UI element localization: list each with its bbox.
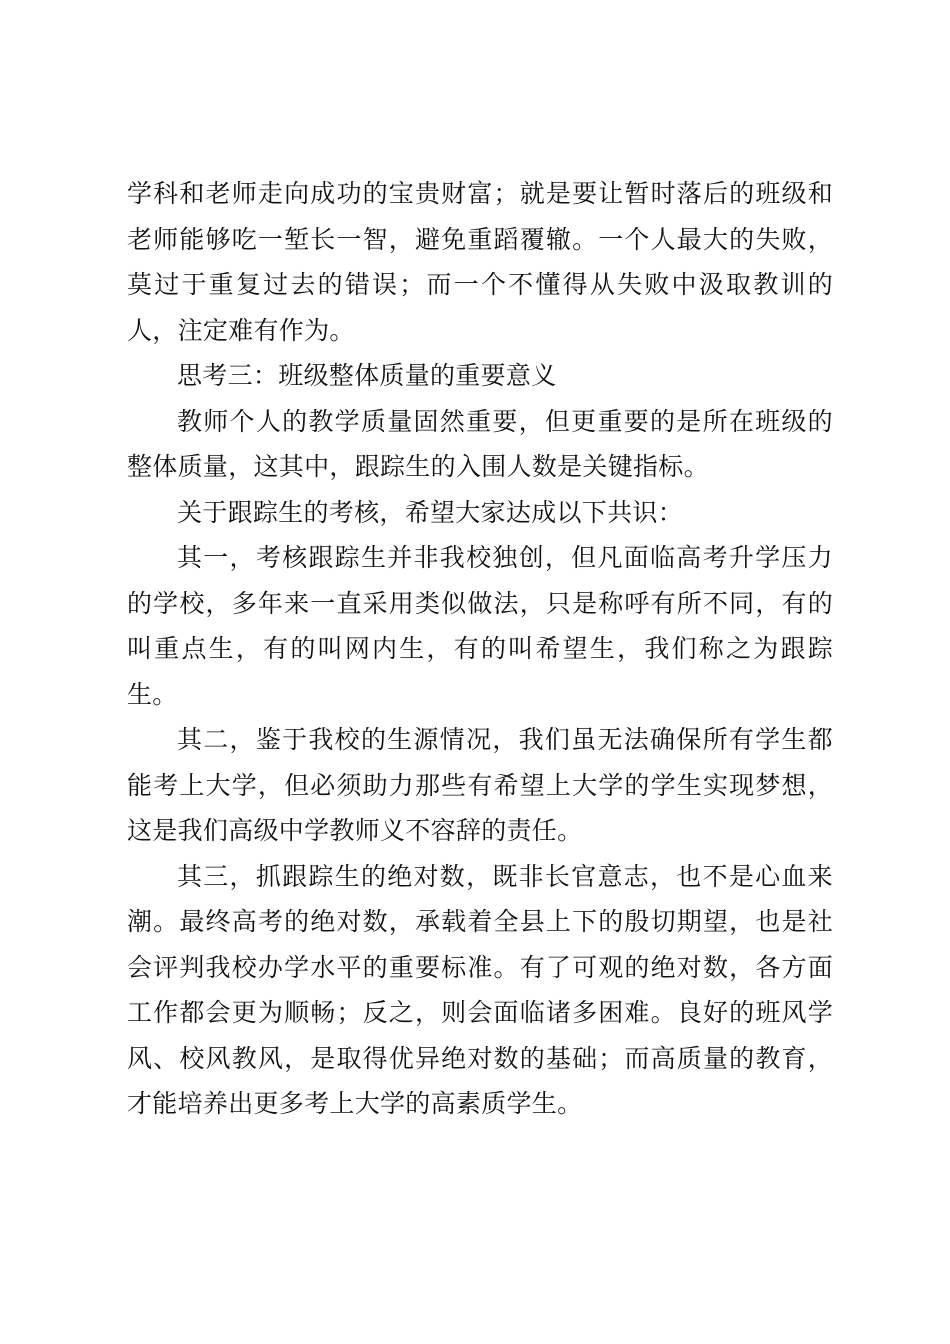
paragraph-point-three: 其三，抓跟踪生的绝对数，既非长官意志，也不是心血来潮。最终高考的绝对数，承载着全县上下的殷切期望，也是社会评判我校办学水平的重要标准。有了可观的绝对数，各方面工作都会更为顺畅；反之，则会面临诸多困难。良好的班风学风、校风教风，是取得优异绝对数的基础；而高质量的教育，才能培养出更多考上大学的高素质学生。 [127, 861, 833, 1118]
document-body [127, 171, 833, 1127]
paragraph-continuation: 学科和老师走向成功的宝贵财富；就是要让暂时落后的班级和老师能够吃一堑长一智，避免重蹈覆辙。一个人最大的失败，莫过于重复过去的错误；而一个不懂得从失败中汲取教训的人，注定难有作为。 [127, 179, 833, 345]
paragraph-class-quality: 教师个人的教学质量固然重要，但更重要的是所在班级的整体质量，这其中，跟踪生的入围人数是关键指标。 [127, 406, 833, 481]
paragraph-consensus-intro: 关于跟踪生的考核，希望大家达成以下共识： [177, 497, 684, 527]
paragraph-point-two: 其二，鉴于我校的生源情况，我们虽无法确保所有学生都能考上大学，但必须助力那些有希望上大学的学生实现梦想，这是我们高级中学教师义不容辞的责任。 [127, 725, 833, 845]
paragraph-point-one: 其一，考核跟踪生并非我校独创，但凡面临高考升学压力的学校，多年来一直采用类似做法，只是称呼有所不同，有的叫重点生，有的叫网内生，有的叫希望生，我们称之为跟踪生。 [127, 543, 833, 709]
section-heading: 思考三：班级整体质量的重要意义 [177, 361, 557, 390]
